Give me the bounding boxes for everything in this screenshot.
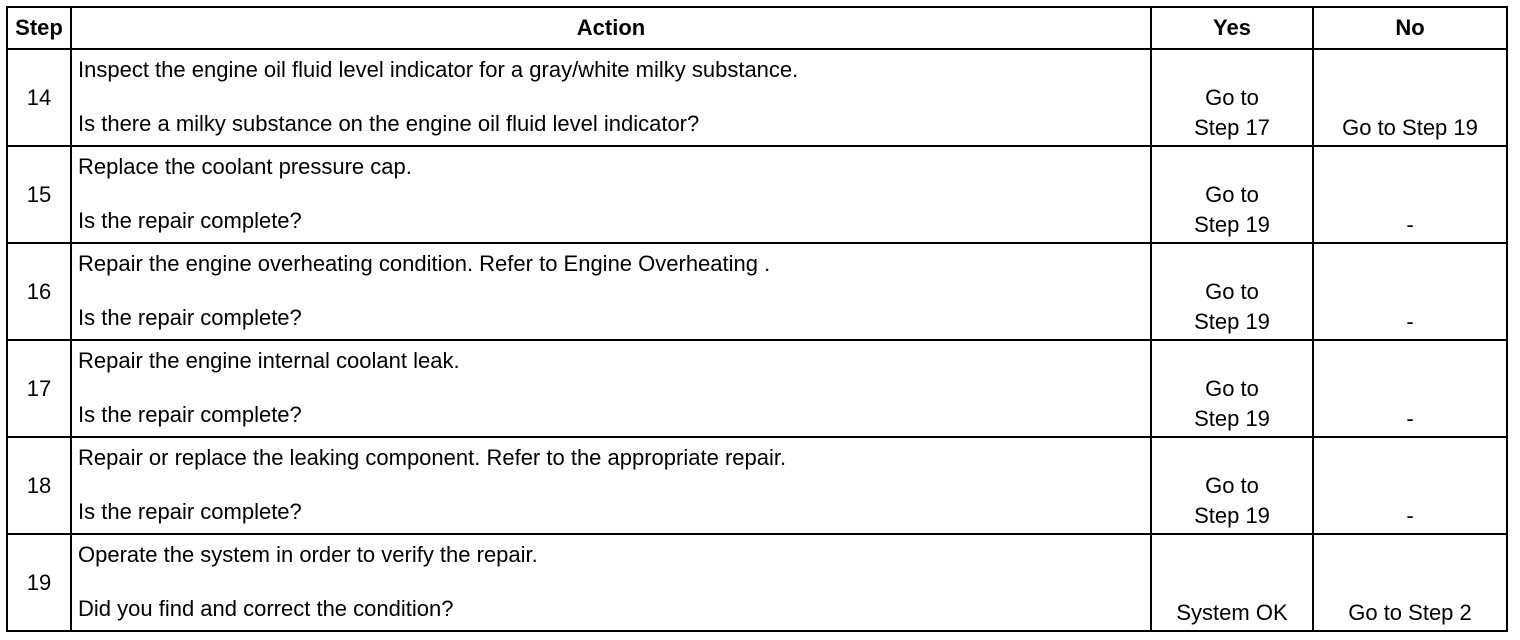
step-number: 15 [7, 146, 71, 243]
yes-line-1: Go to [1205, 473, 1259, 498]
step-number: 18 [7, 437, 71, 534]
header-step: Step [7, 7, 71, 49]
action-instruction: Replace the coolant pressure cap. [78, 154, 412, 179]
yes-cell [1151, 534, 1313, 631]
action-instruction: Repair or replace the leaking component. Refer to the appropriate repair. [78, 445, 787, 470]
action-instruction: Operate the system in order to verify the repair. [78, 542, 538, 567]
action-cell [71, 243, 1151, 340]
yes-line-2: Step 19 [1194, 212, 1270, 237]
action-question: Is the repair complete? [78, 305, 302, 330]
action-cell [71, 534, 1151, 631]
diagnostic-table [6, 6, 1508, 632]
no-cell [1313, 437, 1507, 534]
no-cell [1313, 49, 1507, 146]
no-text: - [1406, 212, 1414, 237]
no-text: - [1406, 503, 1414, 528]
action-cell [71, 437, 1151, 534]
yes-line-2: System OK [1176, 600, 1288, 625]
yes-line-1: Go to [1205, 85, 1259, 110]
yes-cell [1151, 243, 1313, 340]
yes-line-2: Step 17 [1194, 115, 1270, 140]
yes-cell [1151, 340, 1313, 437]
step-number: 19 [7, 534, 71, 631]
table-row [7, 146, 1507, 243]
yes-line-1: Go to [1205, 279, 1259, 304]
action-question: Is the repair complete? [78, 208, 302, 233]
table-row [7, 534, 1507, 631]
yes-line-1: Go to [1205, 182, 1259, 207]
table-row [7, 437, 1507, 534]
table-body [7, 49, 1507, 631]
action-cell [71, 340, 1151, 437]
step-number: 16 [7, 243, 71, 340]
action-cell [71, 146, 1151, 243]
action-question: Did you find and correct the condition? [78, 596, 454, 621]
yes-line-2: Step 19 [1194, 503, 1270, 528]
table-row [7, 49, 1507, 146]
header-yes: Yes [1151, 7, 1313, 49]
action-instruction: Repair the engine overheating condition. Refer to Engine Overheating . [78, 251, 771, 276]
header-row [7, 7, 1507, 49]
no-text: - [1406, 309, 1414, 334]
no-cell [1313, 146, 1507, 243]
yes-line-1: Go to [1205, 376, 1259, 401]
no-cell [1313, 534, 1507, 631]
no-text: Go to Step 19 [1342, 115, 1478, 140]
action-instruction: Repair the engine internal coolant leak. [78, 348, 460, 373]
step-number: 17 [7, 340, 71, 437]
yes-line-2: Step 19 [1194, 406, 1270, 431]
header-no: No [1313, 7, 1507, 49]
action-cell [71, 49, 1151, 146]
action-question: Is the repair complete? [78, 402, 302, 427]
no-text: - [1406, 406, 1414, 431]
action-question: Is there a milky substance on the engine oil fluid level indicator? [78, 111, 700, 136]
action-instruction: Inspect the engine oil fluid level indicator for a gray/white milky substance. [78, 57, 799, 82]
yes-cell [1151, 146, 1313, 243]
action-question: Is the repair complete? [78, 499, 302, 524]
no-text: Go to Step 2 [1348, 600, 1472, 625]
yes-line-2: Step 19 [1194, 309, 1270, 334]
table-header [7, 7, 1507, 49]
step-number: 14 [7, 49, 71, 146]
no-cell [1313, 243, 1507, 340]
table-row [7, 243, 1507, 340]
no-cell [1313, 340, 1507, 437]
yes-cell [1151, 49, 1313, 146]
header-action: Action [71, 7, 1151, 49]
yes-cell [1151, 437, 1313, 534]
table-row [7, 340, 1507, 437]
